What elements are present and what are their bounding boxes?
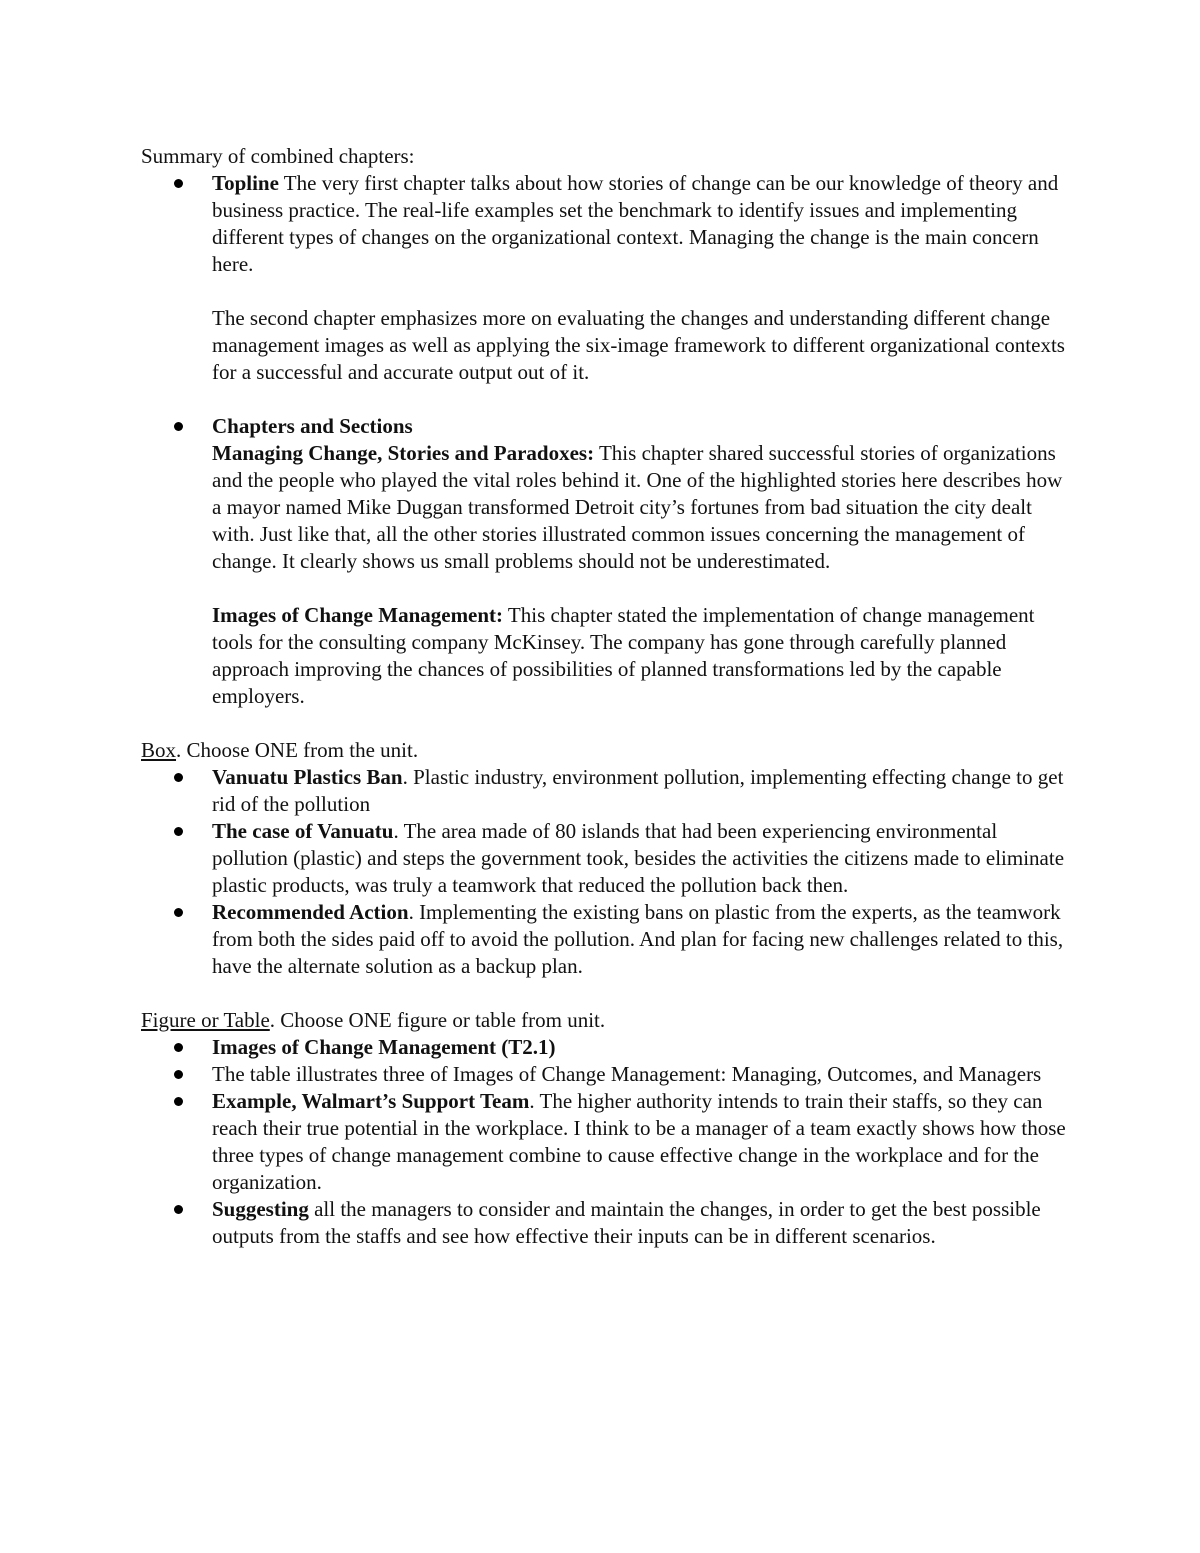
box-list — [141, 764, 1071, 980]
list-item — [212, 1088, 1071, 1196]
topline-text: The very first chapter talks about how stories of change can be our knowledge of theory and business practice. The real-life examples set the benchmark to identify issues and implementing different types of changes on the organizational context. Managing the change is the main concern here. — [212, 171, 1059, 276]
managing-change-label: Managing Change, Stories and Paradoxes: — [212, 441, 595, 465]
summary-heading: Summary of combined chapters: — [141, 144, 415, 168]
list-item-topline — [212, 170, 1071, 413]
list-item — [212, 818, 1071, 899]
list-item-label: Images of Change Management (T2.1) — [212, 1035, 556, 1059]
summary-list — [141, 170, 1071, 710]
figure-list — [141, 1034, 1071, 1250]
figure-heading — [141, 1007, 1071, 1034]
images-of-change-label: Images of Change Management: — [212, 603, 504, 627]
managing-change-paragraph — [212, 440, 1071, 575]
list-item-chapters — [212, 413, 1071, 710]
list-item — [212, 1061, 1071, 1088]
list-item-text: . The area made of 80 islands that had been experiencing environmental pollution (plastic) and steps the government took, besides the activities the citizens made to eliminate plastic products, was truly a teamwork that reduced the pollution back then. — [212, 819, 1065, 897]
figure-heading-label: Figure or Table — [141, 1008, 270, 1032]
topline-label: Topline — [212, 171, 279, 195]
document-page — [141, 143, 1071, 1250]
chapters-label — [212, 413, 1071, 440]
list-item-text: all the managers to consider and maintain the changes, in order to get the best possible outputs from the staffs and see how effective their inputs can be in different scenarios. — [212, 1197, 1041, 1248]
box-heading — [141, 737, 1071, 764]
second-chapter-paragraph: The second chapter emphasizes more on evaluating the changes and understanding different change management images as well as applying the six-image framework to different organizational contexts for a successful and accurate output out of it. — [212, 306, 1065, 384]
managing-change-text: This chapter shared successful stories of organizations and the people who played the vital roles behind it. One of the highlighted stories here describes how a mayor named Mike Duggan transformed Detroit city’s fortunes from bad situation the city dealt with. Just like that, all the other stories illustrated common issues concerning the management of change. It clearly shows us small problems should not be underestimated. — [212, 441, 1063, 573]
list-item-text: The table illustrates three of Images of Change Management: Managing, Outcomes, and Managers — [212, 1062, 1042, 1086]
list-item-label: Recommended Action — [212, 900, 409, 924]
topline-paragraph — [212, 170, 1071, 278]
images-of-change-text: This chapter stated the implementation of change management tools for the consulting company McKinsey. The company has gone through carefully planned approach improving the chances of possibilities of planned transformations led by the capable employers. — [212, 603, 1035, 708]
figure-heading-rest: . Choose ONE figure or table from unit. — [269, 1008, 606, 1032]
list-item-label: Suggesting — [212, 1197, 309, 1221]
box-heading-label: Box — [141, 738, 177, 762]
list-item — [212, 764, 1071, 818]
list-item-label: Vanuatu Plastics Ban — [212, 765, 403, 789]
images-of-change-paragraph — [212, 602, 1071, 710]
list-item-text: . Implementing the existing bans on plastic from the experts, as the teamwork from both the sides paid off to avoid the pollution. And plan for facing new challenges related to this, have the alternate solution as a backup plan. — [212, 900, 1064, 978]
list-item-label: The case of Vanuatu — [212, 819, 394, 843]
list-item-label: Example, Walmart’s Support Team — [212, 1089, 530, 1113]
list-item — [212, 1034, 1071, 1061]
list-item — [212, 899, 1071, 980]
box-heading-rest: . Choose ONE from the unit. — [176, 738, 419, 762]
list-item-text: . Plastic industry, environment pollution, implementing effecting change to get rid of the pollution — [212, 765, 1064, 816]
list-item-text: . The higher authority intends to train their staffs, so they can reach their true potential in the workplace. I think to be a manager of a team exactly shows how those three types of change management combine to cause effective change in the workplace and for the organization. — [212, 1089, 1066, 1194]
list-item — [212, 1196, 1071, 1250]
chapters-label-text: Chapters and Sections — [212, 414, 413, 438]
